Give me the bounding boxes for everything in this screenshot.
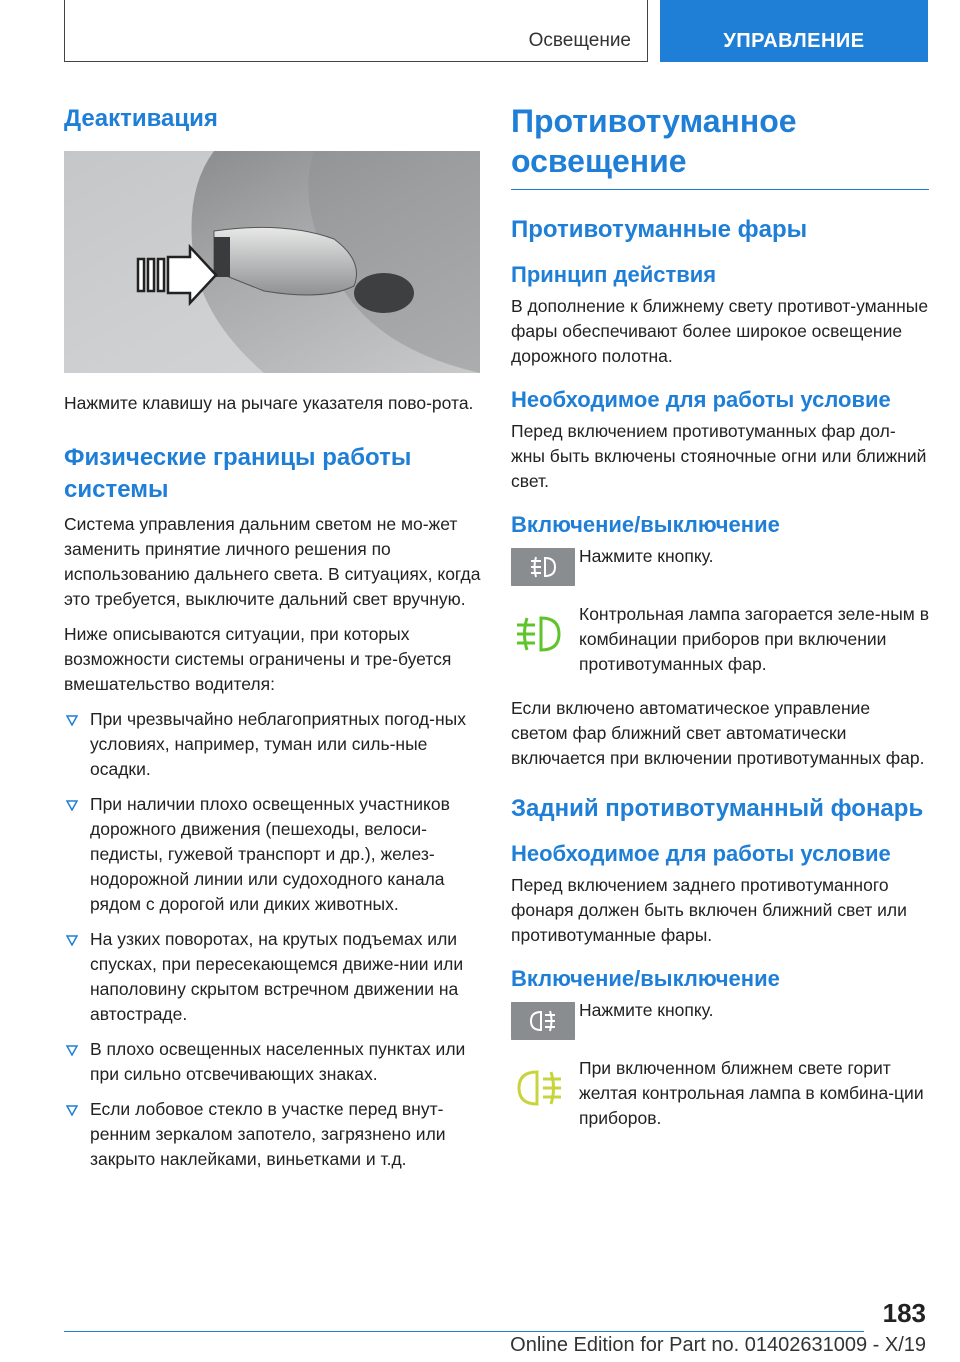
footer-divider xyxy=(64,1331,864,1332)
limits-paragraph-1: Система управления дальним светом не мо-жет заменить принятие личного решения по использованию дальнего света. В ситуациях, когда это требуется, выключите дальний свет вручную. xyxy=(64,514,481,609)
principle-paragraph: В дополнение к ближнему свету противот-уманные фары обеспечивают более широкое освещение дорожного полотна. xyxy=(511,296,929,366)
section-title: Освещение xyxy=(528,30,631,51)
heading-on-off-1: Включение/выключение xyxy=(511,512,780,537)
list-item: При чрезвычайно неблагоприятных погод-ных условиях, например, туман или силь-ные осадки. xyxy=(64,707,482,782)
page-header xyxy=(64,0,928,62)
heading-condition-1: Необходимое для работы условие xyxy=(511,387,891,412)
auto-light-paragraph: Если включено автоматическое управление светом фар ближний свет автоматически включается при включении противотуманных фар. xyxy=(511,698,925,768)
right-column xyxy=(511,95,929,1150)
triangle-bullet-icon xyxy=(66,715,78,726)
heading-deactivation: Деактивация xyxy=(64,105,218,132)
section-tab xyxy=(64,0,648,62)
triangle-bullet-icon xyxy=(66,1105,78,1116)
press-button-text-1: Нажмите кнопку. xyxy=(579,546,714,566)
heading-system-limits: Физические границы работы системы xyxy=(64,444,412,503)
press-button-row-2 xyxy=(511,998,929,1042)
condition-paragraph-1: Перед включением противотуманных фар дол-жны быть включены стояночные огни или ближний свет. xyxy=(511,421,927,491)
list-item: В плохо освещенных населенных пунктах или при сильно отсвечивающих знаках. xyxy=(64,1037,482,1087)
title-divider xyxy=(511,189,929,190)
front-fog-light-button-icon xyxy=(511,548,575,586)
list-item: На узких поворотах, на крутых подъемах или спусках, при пересекающемся движе-нии или наполовину скрытом встречном движении на автостраде. xyxy=(64,927,482,1027)
rear-fog-light-button-icon xyxy=(511,1002,575,1040)
limits-list xyxy=(64,707,482,1172)
condition-paragraph-2: Перед включением заднего противотуманного фонаря должен быть включен ближний свет или противотуманные фары. xyxy=(511,875,907,945)
triangle-bullet-icon xyxy=(66,800,78,811)
stalk-photo xyxy=(64,151,480,373)
indicator-text-1: Контрольная лампа загорается зеле-ным в комбинации приборов при включении противотуманных фар. xyxy=(579,604,929,674)
page-title: Противотуманное освещение xyxy=(511,103,797,179)
photo-caption: Нажмите клавишу на рычаге указателя пово-рота. xyxy=(64,393,474,413)
heading-front-fog-lights: Противотуманные фары xyxy=(511,216,808,243)
indicator-text-2: При включенном ближнем свете горит желтая контрольная лампа в комбина-ции приборов. xyxy=(579,1058,924,1128)
list-item: При наличии плохо освещенных участников дорожного движения (пешеходы, велоси-педисты, гужевой транспорт и др.), желез-нодорожной линии или судоходного канала рядом с дорогой или диких животных. xyxy=(64,792,482,917)
press-button-text-2: Нажмите кнопку. xyxy=(579,1000,714,1020)
heading-on-off-2: Включение/выключение xyxy=(511,966,780,991)
yellow-rear-fog-indicator-icon xyxy=(511,1066,567,1110)
list-item: Если лобовое стекло в участке перед внут-ренним зеркалом запотело, загрязнено или закрыто наклейками, виньетками и т.д. xyxy=(64,1097,482,1172)
indicator-row-1 xyxy=(511,602,929,682)
left-column xyxy=(64,95,482,1182)
limits-paragraph-2: Ниже описываются ситуации, при которых возможности системы ограничены и тре-буется вмешательство водителя: xyxy=(64,624,452,694)
heading-condition-2: Необходимое для работы условие xyxy=(511,841,891,866)
green-fog-indicator-icon xyxy=(511,612,567,656)
triangle-bullet-icon xyxy=(66,935,78,946)
footer-edition: Online Edition for Part no. 01402631009 - X/19 xyxy=(510,1334,926,1356)
triangle-bullet-icon xyxy=(66,1045,78,1056)
heading-rear-fog-light: Задний противотуманный фонарь xyxy=(511,795,924,822)
chapter-title: УПРАВЛЕНИЕ xyxy=(723,30,865,52)
chapter-tab xyxy=(660,0,928,62)
page-number: 183 xyxy=(882,1298,926,1328)
indicator-row-2 xyxy=(511,1056,929,1136)
heading-principle: Принцип действия xyxy=(511,262,717,287)
press-button-row-1 xyxy=(511,544,929,588)
